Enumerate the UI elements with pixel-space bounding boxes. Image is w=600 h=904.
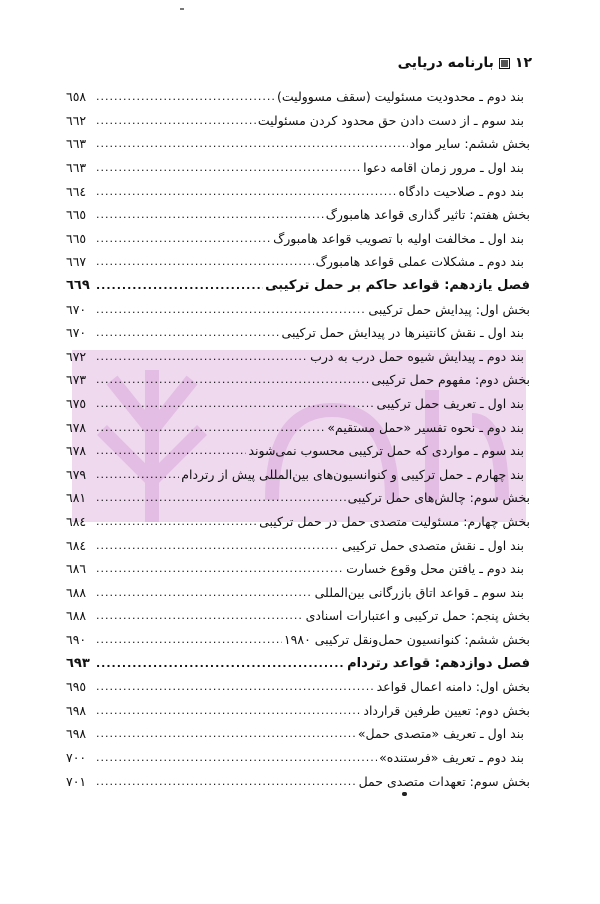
toc-entry bbox=[66, 698, 530, 722]
toc-entry-title: بخش اول: پیدایش حمل ترکیبی bbox=[368, 301, 530, 317]
toc-entry-title: بند دوم ـ صلاحیت دادگاه bbox=[398, 183, 524, 199]
toc-entry-title: بند اول ـ نقش کانتینرها در پیدایش حمل ترکیبی bbox=[281, 325, 524, 341]
toc-entry-page: ٦٦٥ bbox=[66, 207, 87, 223]
toc-entry bbox=[66, 580, 530, 604]
toc-entry-title: بند سوم ـ قواعد اتاق بازرگانی بین‌المللی bbox=[314, 584, 524, 600]
toc-entry-title: بند اول ـ مخالفت اولیه با تصویب قواعد هامبورگ bbox=[273, 230, 524, 246]
dot-leader bbox=[96, 586, 313, 599]
toc-entry-title: بند دوم ـ مشکلات عملی قواعد هامبورگ bbox=[315, 254, 524, 270]
toc-entry-page: ٦٧٨ bbox=[66, 443, 87, 459]
running-header bbox=[398, 55, 532, 71]
toc-entry bbox=[66, 227, 530, 251]
toc-entry-page: ٦٦٧ bbox=[66, 254, 87, 270]
toc-entry-title: بند دوم ـ یافتن محل وقوع خسارت bbox=[346, 561, 524, 577]
toc-entry-title: بند اول ـ نقش متصدی حمل ترکیبی bbox=[341, 537, 524, 553]
dot-leader bbox=[96, 114, 256, 127]
toc-entry bbox=[66, 722, 530, 746]
toc-entry-title: بند دوم ـ محدودیت مسئولیت (سقف مسوولیت) bbox=[277, 89, 524, 105]
toc-entry-page: ٦٩٣ bbox=[66, 655, 90, 671]
toc-entry-title: فصل یازدهم: قواعد حاکم بر حمل ترکیبی bbox=[265, 278, 530, 294]
dot-leader bbox=[96, 421, 325, 434]
dot-leader bbox=[96, 468, 179, 481]
dot-leader bbox=[96, 255, 314, 268]
toc-entry-page: ٦٦٢ bbox=[66, 112, 87, 128]
toc-entry-title: بند اول ـ تعریف حمل ترکیبی bbox=[376, 396, 524, 412]
dot-leader bbox=[96, 515, 257, 528]
toc-entry-title: بخش ششم: سایر مواد bbox=[409, 136, 530, 152]
toc-entry bbox=[66, 557, 530, 581]
dot-leader bbox=[96, 775, 357, 788]
dot-leader bbox=[96, 680, 375, 693]
toc-entry-page: ٦٧٥ bbox=[66, 396, 87, 412]
toc-entry bbox=[66, 179, 530, 203]
toc-entry-title: بند دوم ـ تعریف «فرستنده» bbox=[379, 749, 524, 765]
toc-entry-title: بند اول ـ مرور زمان اقامه دعوا bbox=[363, 160, 524, 176]
toc-entry bbox=[66, 486, 530, 510]
toc-entry-page: ٦٧٢ bbox=[66, 348, 87, 364]
toc-entry-page: ٦٦٣ bbox=[66, 160, 87, 176]
dot-leader bbox=[96, 727, 356, 740]
toc-entry bbox=[66, 675, 530, 699]
dot-leader bbox=[96, 444, 246, 457]
scan-speck bbox=[180, 8, 184, 10]
toc-entry-title: بخش سوم: تعهدات متصدی حمل bbox=[358, 773, 530, 789]
dot-leader bbox=[96, 633, 282, 646]
dot-leader bbox=[96, 161, 361, 174]
scan-speck bbox=[402, 792, 407, 796]
toc-entry-title: فصل دوازدهم: قواعد رتردام bbox=[347, 655, 530, 671]
toc-entry bbox=[66, 345, 530, 369]
toc-entry bbox=[66, 415, 530, 439]
square-bullet-icon bbox=[499, 58, 510, 69]
toc-entry-title: بند دوم ـ پیدایش شیوه حمل درب به درب bbox=[310, 348, 524, 364]
toc-entry-title: بخش دوم: تعیین طرفین قرارداد bbox=[363, 702, 530, 718]
toc-entry-title: بخش سوم: چالش‌های حمل ترکیبی bbox=[347, 490, 530, 506]
toc-entry bbox=[66, 203, 530, 227]
toc-entry bbox=[66, 250, 530, 274]
toc-entry-title: بند اول ـ تعریف «متصدی حمل» bbox=[357, 726, 524, 742]
toc-entry-page: ٦٨٤ bbox=[66, 513, 87, 529]
toc-entry-page: ٦٧٠ bbox=[66, 301, 87, 317]
toc-entry bbox=[66, 156, 530, 180]
toc-entry bbox=[66, 274, 530, 298]
toc-entry-page: ٦٧٨ bbox=[66, 419, 87, 435]
toc-entry bbox=[66, 628, 530, 652]
toc-entry bbox=[66, 651, 530, 675]
toc-entry-page: ٦٧٩ bbox=[66, 466, 87, 482]
toc-entry-title: بند دوم ـ نحوه تفسیر «حمل مستقیم» bbox=[327, 419, 524, 435]
toc-entry-page: ٦٩٨ bbox=[66, 726, 87, 742]
toc-entry bbox=[66, 132, 530, 156]
toc-entry-page: ٦٧٣ bbox=[66, 372, 87, 388]
toc-entry-title: بخش ششم: کنوانسیون حمل‌ونقل ترکیبی ۱۹۸۰ bbox=[283, 631, 530, 647]
dot-leader bbox=[96, 232, 271, 245]
dot-leader bbox=[96, 279, 263, 292]
toc-entry-page: ٦٨٨ bbox=[66, 584, 87, 600]
toc-entry bbox=[66, 392, 530, 416]
toc-entry-page: ٦٦٤ bbox=[66, 183, 87, 199]
toc-entry bbox=[66, 746, 530, 770]
toc-entry bbox=[66, 604, 530, 628]
toc-entry-title: بخش دوم: مفهوم حمل ترکیبی bbox=[371, 372, 530, 388]
dot-leader bbox=[96, 350, 308, 363]
dot-leader bbox=[96, 137, 408, 150]
toc-entry-page: ٦٧٠ bbox=[66, 325, 87, 341]
toc-entry-page: ٧٠٠ bbox=[66, 749, 87, 765]
toc-entry-title: بند چهارم ـ حمل ترکیبی و کنوانسیون‌های بین‌المللی پیش از رتردام bbox=[181, 466, 524, 482]
toc-entry bbox=[66, 463, 530, 487]
toc-entry-title: بند سوم ـ مواردی که حمل ترکیبی محسوب نمی‌شوند bbox=[248, 443, 524, 459]
dot-leader bbox=[96, 539, 340, 552]
dot-leader bbox=[96, 90, 275, 103]
toc-entry-page: ٦٨٦ bbox=[66, 561, 87, 577]
toc-entry bbox=[66, 769, 530, 793]
toc-entry bbox=[66, 439, 530, 463]
toc-entry-page: ٦٨٤ bbox=[66, 537, 87, 553]
toc-entry-page: ٦٩٨ bbox=[66, 702, 87, 718]
dot-leader bbox=[96, 751, 377, 764]
table-of-contents bbox=[66, 85, 530, 793]
dot-leader bbox=[96, 208, 324, 221]
dot-leader bbox=[96, 657, 345, 670]
toc-entry bbox=[66, 109, 530, 133]
toc-entry bbox=[66, 297, 530, 321]
toc-entry-page: ٦٩٠ bbox=[66, 631, 87, 647]
toc-entry bbox=[66, 510, 530, 534]
toc-entry-page: ٧٠١ bbox=[66, 773, 87, 789]
toc-entry-page: ٦٨٨ bbox=[66, 608, 87, 624]
toc-entry-page: ٦٨١ bbox=[66, 490, 87, 506]
dot-leader bbox=[96, 326, 280, 339]
toc-entry-page: ٦٥٨ bbox=[66, 89, 87, 105]
toc-entry bbox=[66, 533, 530, 557]
dot-leader bbox=[96, 491, 346, 504]
toc-entry-page: ٦٦٥ bbox=[66, 230, 87, 246]
toc-entry-title: بند سوم ـ از دست دادن حق محدود کردن مسئولیت bbox=[257, 112, 524, 128]
toc-entry-page: ٦٩٥ bbox=[66, 679, 87, 695]
dot-leader bbox=[96, 303, 366, 316]
dot-leader bbox=[96, 609, 304, 622]
toc-entry-title: بخش هفتم: تاثیر گذاری قواعد هامبورگ bbox=[325, 207, 530, 223]
dot-leader bbox=[96, 397, 375, 410]
dot-leader bbox=[96, 704, 361, 717]
toc-entry bbox=[66, 321, 530, 345]
dot-leader bbox=[96, 373, 369, 386]
toc-entry bbox=[66, 85, 530, 109]
book-title: بارنامه دریایی bbox=[397, 55, 494, 71]
toc-entry-title: بخش پنجم: حمل ترکیبی و اعتبارات اسنادی bbox=[305, 608, 530, 624]
page-number: ۱۲ bbox=[514, 55, 532, 71]
toc-entry-page: ٦٦٩ bbox=[66, 278, 90, 294]
toc-entry-title: بخش چهارم: مسئولیت متصدی حمل در حمل ترکیبی bbox=[259, 513, 530, 529]
dot-leader bbox=[96, 562, 344, 575]
toc-entry-page: ٦٦٣ bbox=[66, 136, 87, 152]
toc-entry-title: بخش اول: دامنه اعمال قواعد bbox=[376, 679, 530, 695]
toc-entry bbox=[66, 368, 530, 392]
dot-leader bbox=[96, 185, 397, 198]
